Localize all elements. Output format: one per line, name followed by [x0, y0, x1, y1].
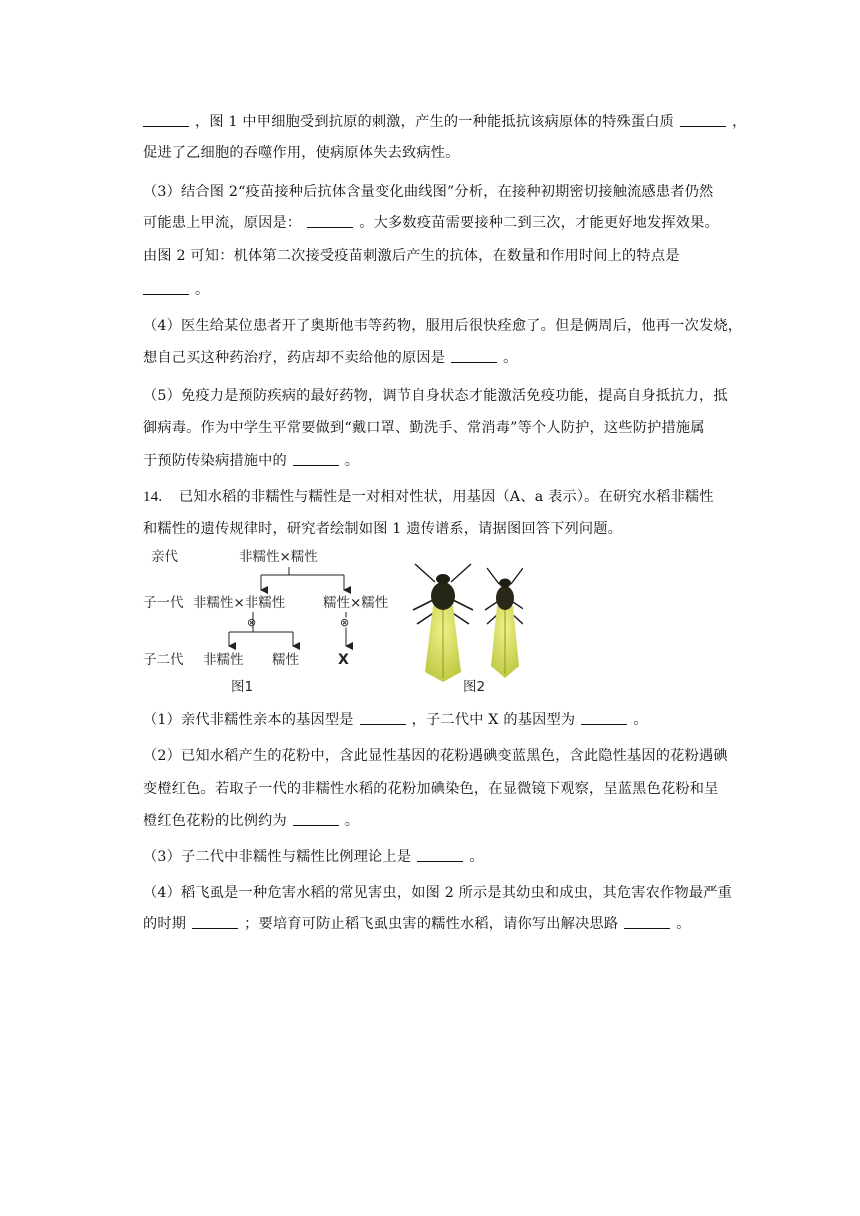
- answer-blank[interactable]: [624, 914, 670, 929]
- q14-p1: （1）亲代非糯性亲本的基因型是 ，子二代中 X 的基因型为 。: [143, 712, 648, 728]
- planthopper-adult-image: [485, 568, 523, 678]
- q13-p5-line-3: 于预防传染病措施中的 。: [143, 453, 360, 469]
- q13-p3-line-2: 可能患上甲流，原因是： 。大多数疫苗需要接种二到三次，才能更好地发挥效果。: [143, 215, 719, 231]
- q14-p2-line-3: 橙红色花粉的比例约为 。: [143, 813, 360, 829]
- q13-line-1: ，图 1 中甲细胞受到抗原的刺激，产生的一种能抵抗该病原体的特殊蛋白质 ，: [143, 112, 743, 132]
- q13-p5-line-2: 御病毒。作为中学生平常要做到“戴口罩、勤洗手、常消毒”等个人防护，这些防护措施属: [143, 420, 705, 436]
- figure-1-caption: 图1: [231, 679, 254, 695]
- q14-p2-line-1: （2）已知水稻产生的花粉中，含此显性基因的花粉遇碘变蓝黑色，含此隐性基因的花粉遇碘: [143, 748, 728, 764]
- selfing-symbol-left: ⊗: [247, 616, 257, 629]
- answer-blank[interactable]: [417, 847, 463, 862]
- row-label-f2: 子二代: [143, 652, 184, 668]
- selfing-symbol-right: ⊗: [340, 616, 350, 629]
- q13-p3-line-1: （3）结合图 2“疫苗接种后抗体含量变化曲线图”分析，在接种初期密切接触流感患者仍然: [143, 184, 714, 200]
- row-label-parent: 亲代: [151, 549, 178, 565]
- q14-p4-line-1: （4）稻飞虱是一种危害水稻的常见害虫，如图 2 所示是其幼虫和成虫，其危害农作物最严重: [143, 885, 732, 901]
- q14-p4-line-2: 的时期 ；要培育可防止稻飞虱虫害的糯性水稻，请你写出解决思路 。: [143, 916, 691, 932]
- answer-blank[interactable]: [293, 451, 339, 466]
- answer-blank[interactable]: [143, 280, 189, 295]
- parent-cross-label: 非糯性×糯性: [239, 549, 318, 565]
- q13-p4-line-1: （4）医生给某位患者开了奥斯他韦等药物，服用后很快痊愈了。但是俩周后，他再一次发烧，: [143, 318, 743, 334]
- answer-blank[interactable]: [307, 213, 353, 228]
- planthopper-nymph-image: [413, 564, 473, 682]
- planthopper-illustrations: [413, 564, 523, 695]
- answer-blank[interactable]: [192, 914, 238, 929]
- q14-stem-line-2: 和糯性的遗传规律时，研究者绘制如图 1 遗传谱系，请据图回答下列问题。: [143, 521, 623, 537]
- q14-figures: [143, 542, 523, 700]
- q13-p3-line-3: 由图 2 可知：机体第二次接受疫苗刺激后产生的抗体，在数量和作用时间上的特点是: [143, 248, 680, 264]
- answer-blank[interactable]: [293, 811, 339, 826]
- pedigree-diagram: [143, 548, 389, 695]
- q13-p4-line-2: 想自己买这种药治疗，药店却不卖给他的原因是 。: [143, 350, 518, 366]
- row-label-f1: 子一代: [143, 595, 184, 611]
- answer-blank[interactable]: [143, 112, 189, 127]
- q13-p3-line-4: 。: [143, 280, 743, 300]
- answer-blank[interactable]: [680, 112, 726, 127]
- q13-line-2: 促进了乙细胞的吞噬作用，使病原体失去致病性。: [143, 145, 460, 161]
- f2-waxy-label: 糯性: [272, 652, 299, 668]
- f1-left-cross-label: 非糯性×非糯性: [193, 595, 286, 611]
- q14-stem-line-1: 14. 已知水稻的非糯性与糯性是一对相对性状，用基因（A、a 表示）。在研究水稻非糯性: [143, 489, 714, 505]
- q14-p3: （3）子二代中非糯性与糯性比例理论上是 。: [143, 849, 484, 865]
- f1-right-cross-label: 糯性×糯性: [323, 595, 389, 611]
- figure-2-caption: 图2: [463, 679, 486, 695]
- q14-p2-line-2: 变橙红色。若取子一代的非糯性水稻的花粉加碘染色，在显微镜下观察，呈蓝黑色花粉和呈: [143, 781, 719, 797]
- answer-blank[interactable]: [360, 710, 406, 725]
- answer-blank[interactable]: [581, 710, 627, 725]
- question-number: 14.: [143, 489, 163, 505]
- f2-x-label: X: [338, 652, 349, 668]
- answer-blank[interactable]: [451, 348, 497, 363]
- q13-p5-line-1: （5）免疫力是预防疾病的最好药物，调节自身状态才能激活免疫功能，提高自身抵抗力，抵: [143, 388, 728, 404]
- f2-nonwaxy-label: 非糯性: [203, 652, 244, 668]
- figures-svg: [143, 542, 523, 700]
